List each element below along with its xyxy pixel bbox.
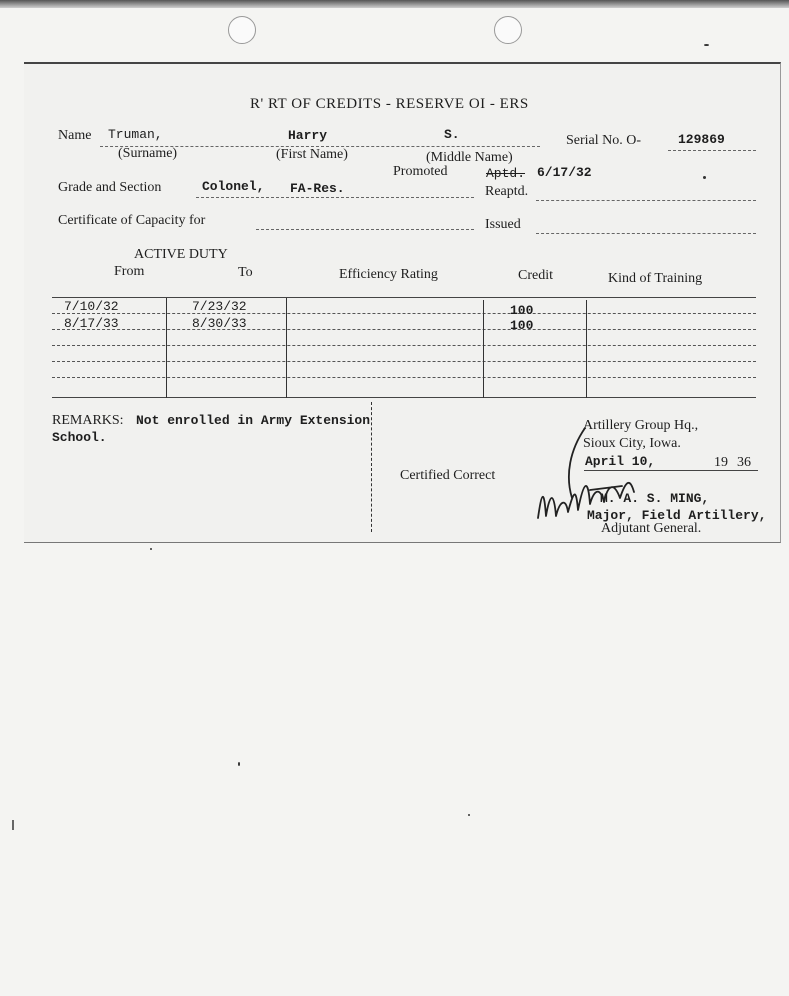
table-col-divider-3: [483, 300, 484, 398]
signer-rank: Major, Field Artillery,: [587, 508, 767, 523]
page-top-edge: [0, 0, 789, 8]
first-name-value: Harry: [288, 128, 328, 143]
promoted-date-value: 6/17/32: [537, 165, 592, 180]
serial-underline: [668, 150, 756, 151]
duty-row-1-to: 7/23/32: [192, 299, 247, 314]
table-rule-3: [52, 345, 756, 346]
table-bottom-line: [52, 397, 756, 398]
remarks-line-1: Not enrolled in Army Extension: [136, 413, 371, 428]
serial-value: 129869: [678, 132, 725, 147]
scan-speck: [703, 176, 706, 179]
location-text: Sioux City, Iowa.: [583, 436, 681, 451]
duty-row-1-from: 7/10/32: [64, 299, 119, 314]
duty-row-2-to: 8/30/33: [192, 316, 247, 331]
reaptd-underline: [536, 200, 756, 201]
table-rule-1: [52, 313, 756, 314]
remarks-line-2: School.: [52, 430, 107, 445]
signer-name: M. A. S. MING,: [600, 491, 710, 506]
certificate-underline: [256, 229, 474, 230]
surname-caption: (Surname): [118, 146, 178, 161]
certificate-label: Certificate of Capacity for: [58, 213, 206, 228]
duty-row-1-credit: 100: [510, 303, 534, 318]
to-header: To: [238, 265, 253, 280]
scan-speck: [150, 548, 152, 550]
issued-label: Issued: [485, 217, 521, 232]
middle-name-caption: (Middle Name): [426, 150, 513, 165]
year-suffix: 36: [737, 455, 751, 470]
table-top-line: [52, 297, 756, 298]
section-value: FA-Res.: [290, 181, 345, 196]
middle-name-value: S.: [444, 127, 460, 142]
handwritten-signature: [530, 420, 660, 525]
table-rule-4: [52, 361, 756, 362]
grade-value: Colonel,: [202, 179, 265, 194]
scan-speck: [468, 814, 470, 816]
grade-underline: [196, 197, 474, 198]
efficiency-header: Efficiency Rating: [339, 267, 438, 282]
remarks-divider: [371, 402, 372, 532]
active-duty-heading: ACTIVE DUTY: [134, 247, 228, 262]
punch-hole-right: [494, 16, 522, 44]
promoted-label: Promoted: [393, 164, 448, 179]
grade-section-label: Grade and Section: [58, 180, 162, 195]
date-value: April 10,: [585, 454, 656, 469]
table-rule-5: [52, 377, 756, 378]
table-rule-2: [52, 329, 756, 330]
table-col-divider-2: [286, 298, 287, 398]
duty-row-2-from: 8/17/33: [64, 316, 119, 331]
table-col-divider-1: [166, 298, 167, 398]
scan-speck: [704, 44, 709, 46]
table-col-divider-4: [586, 300, 587, 398]
training-header: Kind of Training: [608, 271, 703, 286]
name-label: Name: [58, 128, 92, 143]
scan-speck: [238, 762, 240, 766]
office-text: Artillery Group Hq.,: [583, 418, 699, 433]
remarks-label: REMARKS:: [52, 413, 124, 428]
promoted-struck-text: Aptd.: [486, 166, 526, 181]
form-title: R' RT OF CREDITS - RESERVE OI - ERS: [250, 96, 529, 112]
credit-header: Credit: [518, 268, 553, 283]
reaptd-label: Reaptd.: [485, 184, 529, 199]
issued-underline: [536, 233, 756, 234]
duty-row-2-credit: 100: [510, 318, 534, 333]
punch-hole-left: [228, 16, 256, 44]
from-header: From: [114, 264, 145, 279]
scan-speck: [12, 820, 14, 830]
serial-label: Serial No. O-: [566, 133, 642, 148]
year-prefix: 19: [714, 455, 728, 470]
signer-title: Adjutant General.: [601, 521, 702, 536]
first-name-caption: (First Name): [276, 147, 348, 162]
certified-correct-label: Certified Correct: [400, 468, 496, 483]
surname-value: Truman,: [108, 127, 163, 142]
